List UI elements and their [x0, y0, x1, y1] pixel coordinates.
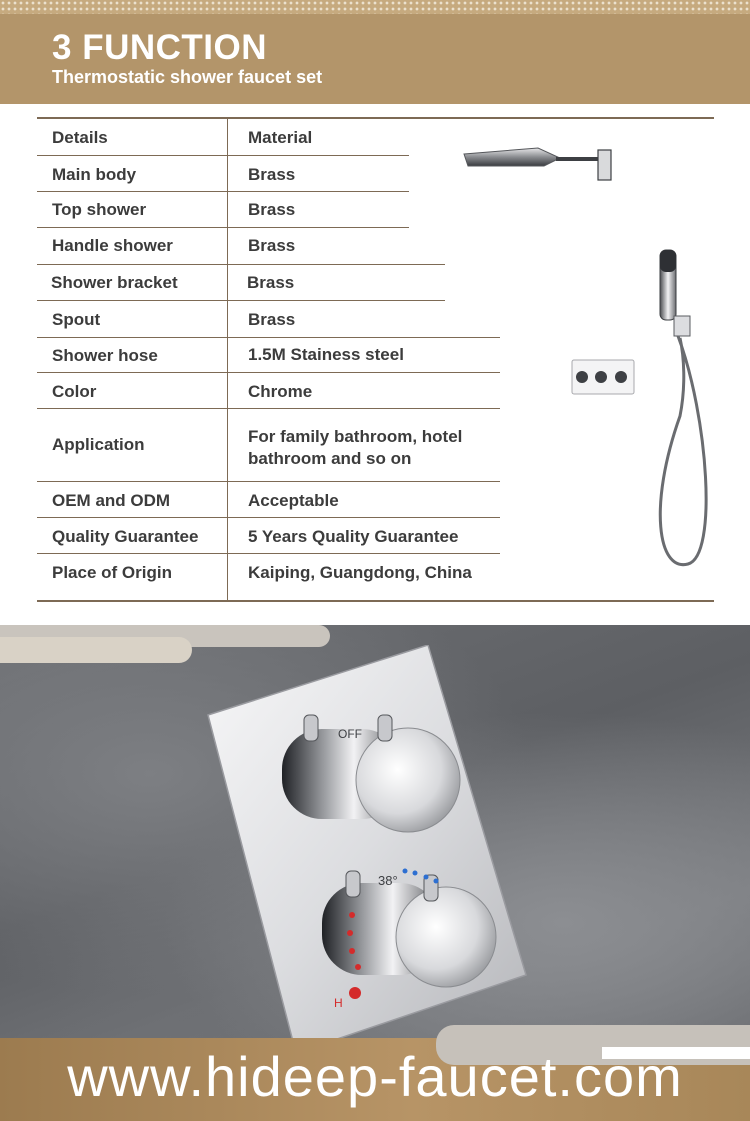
table-top-rule [37, 117, 714, 119]
photo-accent-pill [0, 637, 192, 663]
row-separator [37, 372, 500, 373]
row-separator [37, 155, 409, 156]
row-value-top-shower: Brass [248, 200, 296, 219]
row-separator [37, 553, 500, 554]
row-separator [37, 517, 500, 518]
row-value-spout: Brass [248, 310, 296, 329]
row-label-spout: Spout [52, 310, 101, 329]
page-title: 3 FUNCTION [52, 28, 267, 67]
row-separator [37, 191, 409, 192]
header-pattern [0, 0, 750, 14]
row-value-oem-odm: Acceptable [248, 491, 339, 510]
row-label-oem-odm: OEM and ODM [52, 491, 171, 510]
row-label-application: Application [52, 435, 145, 454]
row-label-shower-bracket: Shower bracket [51, 273, 178, 292]
row-value-application-line2: bathroom and so on [248, 449, 412, 468]
header-banner [0, 0, 750, 104]
hot-label: H [334, 996, 343, 1010]
row-separator [37, 264, 445, 265]
row-label-place-of-origin: Place of Origin [52, 563, 172, 582]
thermostatic-valve-image [200, 645, 530, 1055]
product-photo [0, 625, 750, 1121]
temperature-label: 38° [378, 873, 398, 888]
row-label-quality-guarantee: Quality Guarantee [52, 527, 199, 546]
row-value-handle-shower: Brass [248, 236, 296, 255]
row-value-shower-hose: 1.5M Stainess steel [248, 345, 404, 364]
row-separator [37, 227, 409, 228]
row-separator [37, 337, 500, 338]
table-header-label: Details [52, 128, 108, 147]
row-label-main-body: Main body [52, 165, 137, 184]
row-value-shower-bracket: Brass [247, 273, 295, 292]
row-value-main-body: Brass [248, 165, 296, 184]
row-label-color: Color [52, 382, 97, 401]
row-value-quality-guarantee: 5 Years Quality Guarantee [248, 527, 459, 546]
row-label-top-shower: Top shower [52, 200, 147, 219]
row-separator [37, 300, 445, 301]
table-header-value: Material [248, 128, 313, 147]
row-separator [37, 481, 500, 482]
row-label-shower-hose: Shower hose [52, 346, 158, 365]
row-label-handle-shower: Handle shower [52, 236, 173, 255]
row-value-color: Chrome [248, 382, 313, 401]
rain-shower-head-image [460, 144, 615, 186]
hand-shower-image [568, 246, 718, 572]
row-value-place-of-origin: Kaiping, Guangdong, China [248, 563, 472, 582]
page-subtitle: Thermostatic shower faucet set [52, 67, 323, 87]
row-value-application: For family bathroom, hotel [248, 427, 463, 446]
off-label: OFF [338, 727, 362, 741]
row-separator [37, 408, 500, 409]
table-bottom-rule [37, 600, 714, 602]
website-url: www.hideep-faucet.com [67, 1045, 683, 1108]
